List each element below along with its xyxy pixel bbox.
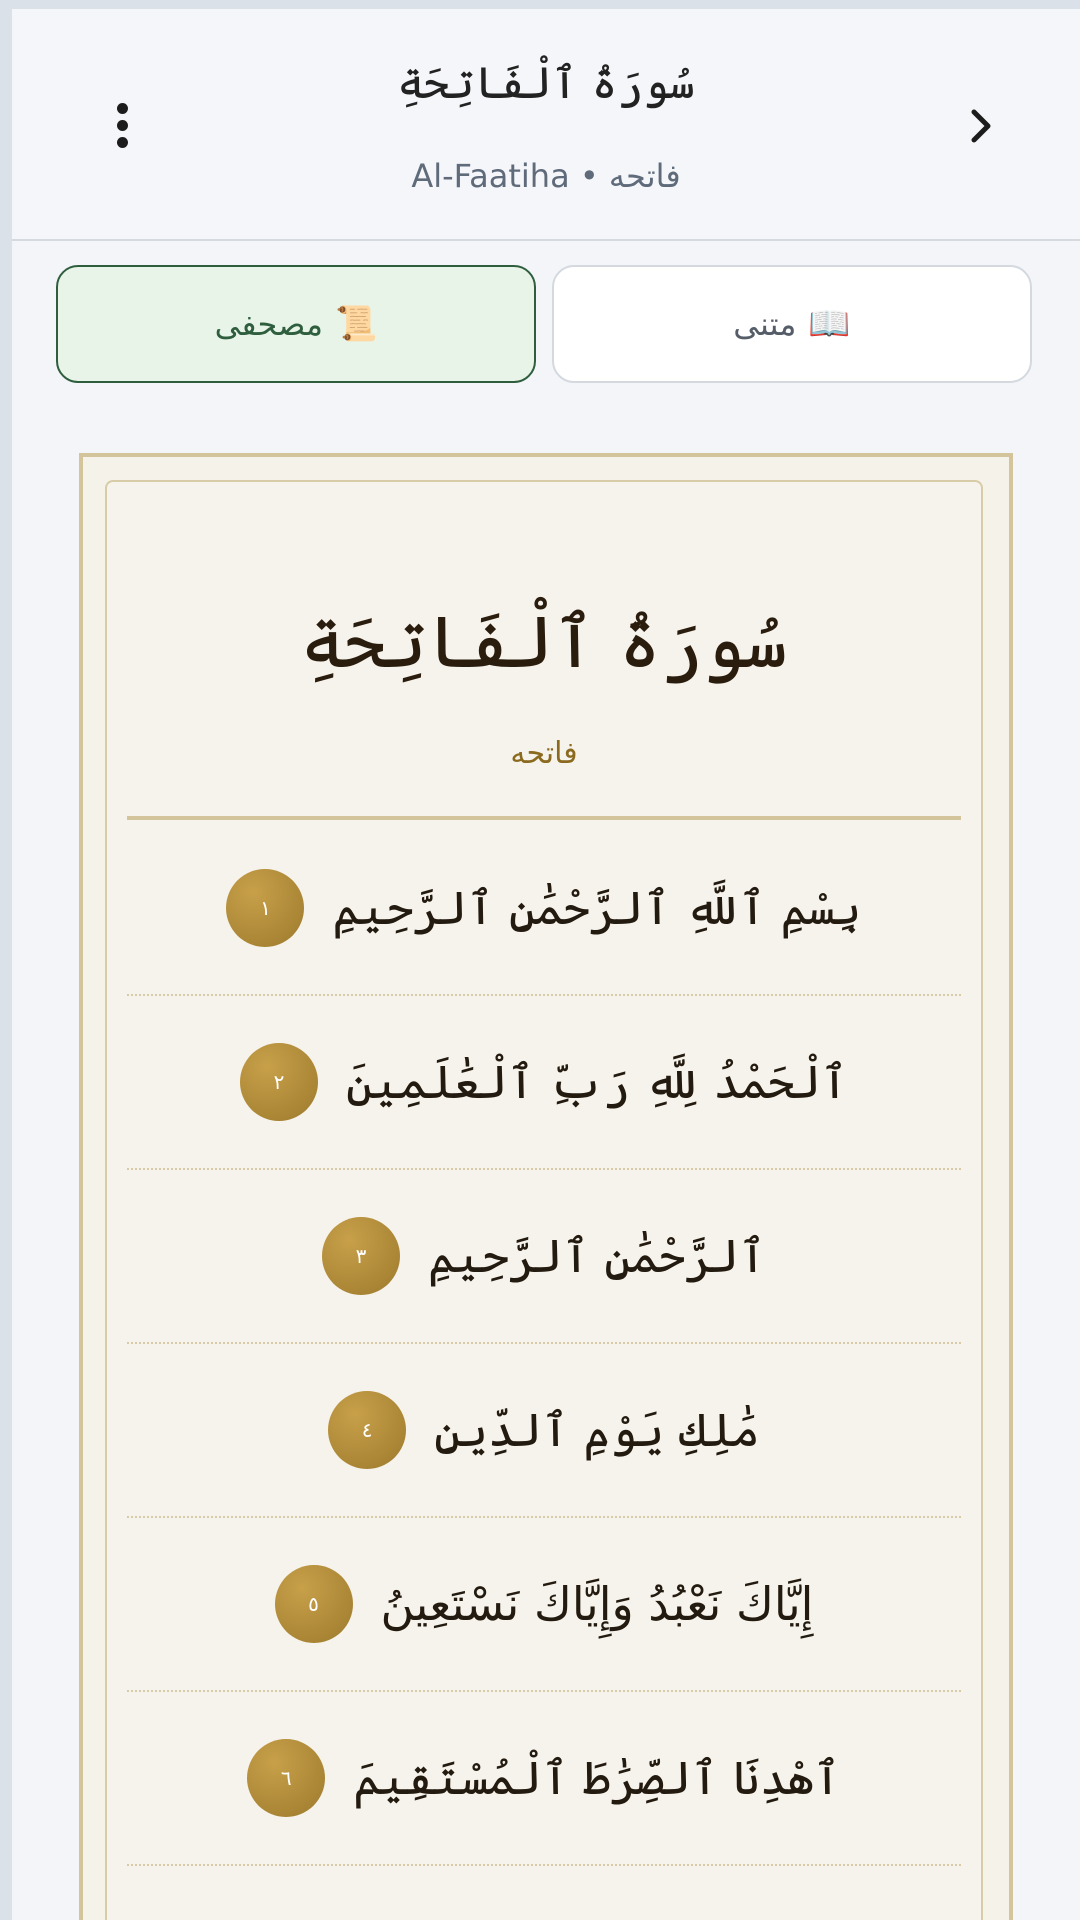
page-subtitle: Al-Faatiha • فاتحه: [411, 157, 681, 195]
verse-number-badge: ١: [226, 869, 304, 947]
verse-text: ٱلْحَمْدُ لِلَّهِ رَبِّ ٱلْعَٰلَمِينَ: [345, 1055, 849, 1109]
verse-number-badge: ٥: [275, 1565, 353, 1643]
verse-text: ٱلرَّحْمَٰنِ ٱلرَّحِيمِ: [427, 1229, 767, 1283]
surah-subtitle: فاتحه: [510, 736, 578, 771]
mushaf-page: [79, 453, 1013, 1920]
header-bar: [12, 9, 1080, 241]
open-book-icon: 📖: [808, 304, 851, 344]
tab-text-label: متنی: [733, 305, 797, 343]
tab-mushaf[interactable]: [56, 265, 536, 383]
chevron-right-button[interactable]: [952, 96, 1012, 156]
title-divider: [127, 816, 961, 820]
chevron-right-icon: [952, 96, 1012, 156]
verse-text: مَٰلِكِ يَوْمِ ٱلدِّينِ: [434, 1403, 760, 1457]
app-screen: [12, 9, 1080, 1920]
verse-row[interactable]: [127, 1518, 961, 1692]
more-dot-icon: [117, 103, 128, 114]
mushaf-page-inner: [105, 480, 983, 1920]
more-menu-button[interactable]: [92, 91, 152, 161]
verse-row[interactable]: [127, 996, 961, 1170]
verse-number-badge: ٢: [240, 1043, 318, 1121]
verse-list: [127, 822, 961, 1866]
more-dot-icon: [117, 137, 128, 148]
verse-text: بِسْمِ ٱللَّهِ ٱلرَّحْمَٰنِ ٱلرَّحِيمِ: [332, 881, 862, 935]
verse-row[interactable]: [127, 1692, 961, 1866]
tab-text[interactable]: [552, 265, 1032, 383]
tab-mushaf-label: مصحفی: [214, 305, 324, 343]
surah-title: سُورَةُ ٱلْفَاتِحَةِ: [300, 600, 788, 684]
page-title: سُورَةُ ٱلْفَاتِحَةِ: [397, 58, 695, 109]
verse-number-badge: ٣: [322, 1217, 400, 1295]
verse-row[interactable]: [127, 822, 961, 996]
verse-number-badge: ٤: [328, 1391, 406, 1469]
verse-text: ٱهْدِنَا ٱلصِّرَٰطَ ٱلْمُسْتَقِيمَ: [353, 1751, 841, 1805]
verse-number-badge: ٦: [247, 1739, 325, 1817]
more-dot-icon: [117, 120, 128, 131]
verse-row[interactable]: [127, 1170, 961, 1344]
scroll-icon: 📜: [335, 304, 378, 344]
verse-text: إِيَّاكَ نَعْبُدُ وَإِيَّاكَ نَسْتَعِينُ: [380, 1577, 814, 1631]
verse-row[interactable]: [127, 1344, 961, 1518]
